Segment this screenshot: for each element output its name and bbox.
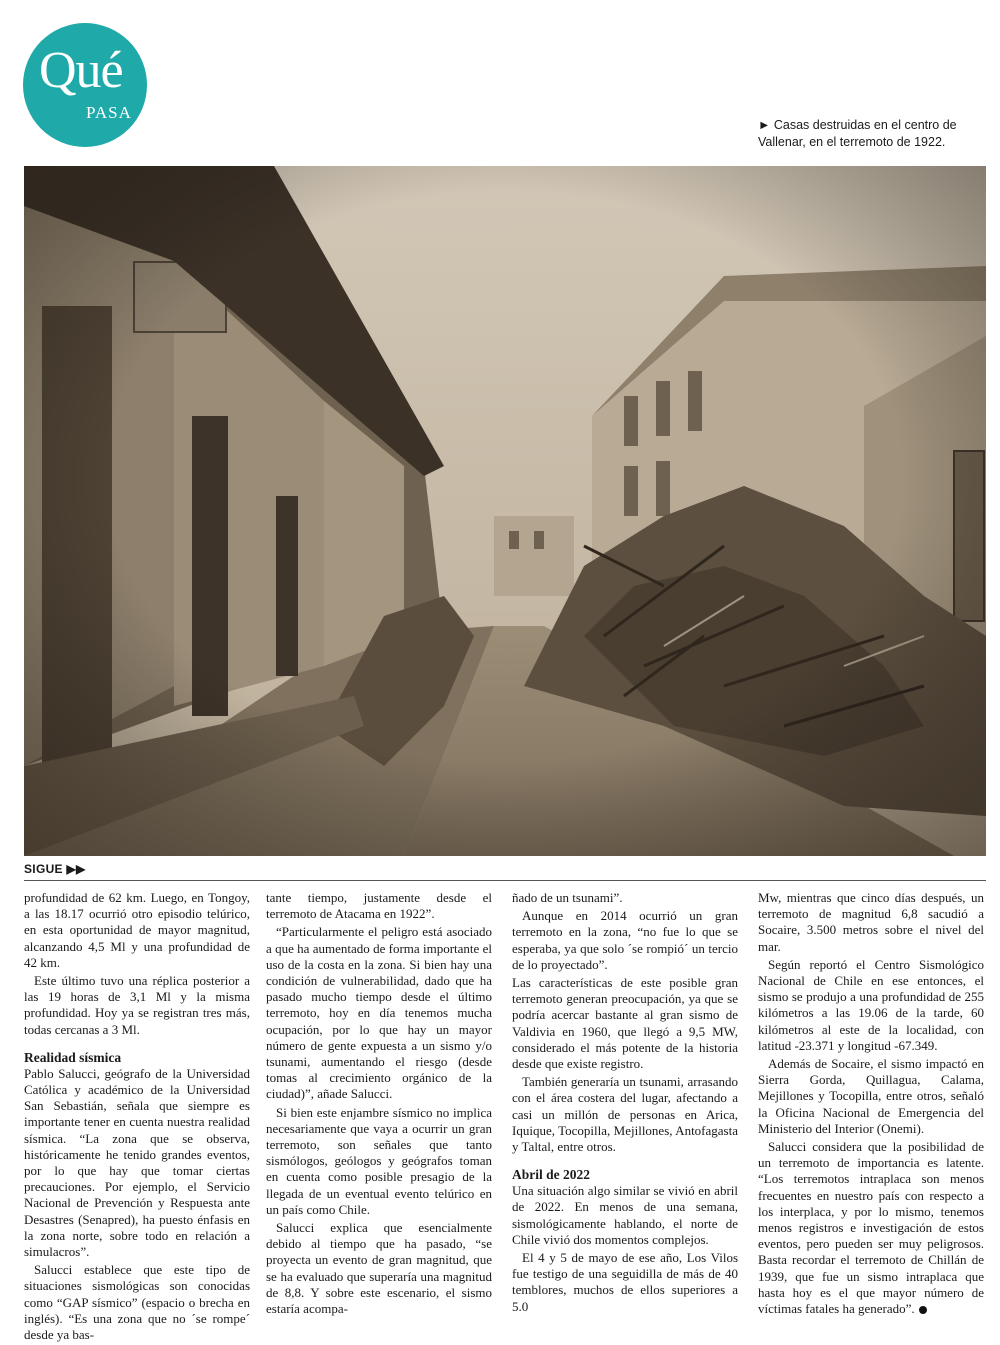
article-column-3 [512,890,738,1317]
paragraph: “Particularmente el peligro está asociado a que ha aumentado de forma importante el uso de la costa en la zona. Si bien hay una condición de vulnerabilidad, dado que ha pasado mucho tiempo desde el último terremoto, hoy en día tenemos mucha ocupación, por lo que hay un mayor número de gente expuesta a un sismo y/o tsunami, aumentando el riesgo (desde tomas al crecimiento orgánico de la ciudad)”, añade Salucci. [266,924,492,1102]
caption-text: Casas destruidas en el centro de Vallenar, en el terremoto de 1922. [758,118,957,149]
article-column-1 [24,890,250,1345]
paragraph: Aunque en 2014 ocurrió un gran terremoto en la zona, “no fue lo que se esperaba, ya que solo ´se rompió´ un tercio de lo proyectado”. [512,908,738,972]
paragraph: Salucci explica que esencialmente debido al tiempo que ha pasado, “se proyecta un evento de gran magnitud, que se ha evaluado que superaría una magnitud de 8,8. Y sobre este escenario, el sismo estaría acompa- [266,1220,492,1317]
que-pasa-logo [23,23,147,147]
paragraph: Mw, mientras que cinco días después, un terremoto de magnitud 6,8 sacudió a Socaire, 3.500 metros sobre el nivel del mar. [758,890,984,954]
section-heading: Abril de 2022 [512,1167,591,1183]
earthquake-photo [24,166,986,856]
article-column-4 [758,890,984,1319]
paragraph: También generaría un tsunami, arrasando con el área costera del lugar, afectando a casi un millón de personas en Arica, Iquique, Tocopilla, Mejillones, Antofagasta y Taltal, entre otros. [512,1074,738,1155]
paragraph: Las características de este posible gran terremoto generan preocupación, ya que se podría acercar bastante al gran sismo de Valdivia en 1960, que llegó a 9,5 MW, considerado el más potente de la historia desde que existe registro. [512,975,738,1072]
caption-arrow-icon: ► [758,118,771,132]
paragraph: Salucci establece que este tipo de situaciones sismológicas son conocidas como “GAP sísmico” (espacio o brecha en inglés). “Es una zona que no ´se rompe´ desde ya bas- [24,1262,250,1343]
logo-main-text: Qué [39,42,123,99]
paragraph: Además de Socaire, el sismo impactó en Sierra Gorda, Quillagua, Calama, Mejillones y Tocopilla, entre otros, señaló la Oficina Nacional de Emergencia del Ministerio del Interior (Onemi). [758,1056,984,1136]
continue-marker: SIGUE ▶▶ [24,862,86,876]
photo-caption [758,117,958,151]
article-column-2 [266,890,492,1319]
paragraph: Si bien este enjambre sísmico no implica necesariamente que vaya a ocurrir un gran terremoto, son señales que tanto sismólogos, geólogos y geógrafos toman en cuenta como posible presagio de la llegada de un eventual evento telúrico en un país como Chile. [266,1104,492,1217]
paragraph: Una situación algo similar se vivió en abril de 2022. En menos de una semana, sismológicamente hablando, el norte de Chile vivió dos momentos complejos. [512,1183,738,1247]
section-heading: Realidad sísmica [24,1049,122,1065]
paragraph: Este último tuvo una réplica posterior a las 19 horas de 3,1 Ml y la misma profundidad. Hoy ya se registran tres más, todas cercanas a 3 Ml. [24,973,250,1037]
paragraph: tante tiempo, justamente desde el terremoto de Atacama en 1922”. [266,890,492,922]
paragraph: Según reportó el Centro Sismológico Nacional de Chile en ese entonces, el sismo se produjo a una profundidad de 255 kilómetros a las 19.06 de la tarde, 60 kilómetros al este de la localidad, con latitud -23.371 y longitud -67.349. [758,956,984,1053]
paragraph: Pablo Salucci, geógrafo de la Universidad Católica y académico de la Universidad San Sebastián, señala que siempre es importante tener en cuenta nuestra realidad sísmica. “La zona que se observa, históricamente he tenido grandes eventos, por lo que hay que tomar ciertas precauciones. Por ejemplo, el Servicio Nacional de Prevención y Respuesta ante Desastres (Senapred), ha puesto énfasis en la zona norte, sobre todo en relación a simulacros”. [24,1065,250,1260]
end-of-article-icon [919,1306,927,1314]
divider [24,880,986,881]
paragraph-text: Salucci considera que la posibilidad de un terremoto de importancia es latente. “Los terremotos intraplaca son menos frecuentes en nuestro país con respecto a los interplaca, y por lo mismo, tenemos menos registros e investigación de estos eventos, pero pueden ser muy peligrosos. Basta recordar el terremoto de Chillán de 1939, que fue un sismo intraplaca que hasta hoy es el que mayor número de víctimas fatales ha generado”. [758,1139,984,1317]
paragraph: profundidad de 62 km. Luego, en Tongoy, a las 18.17 ocurrió otro episodio telúrico, en esta oportunidad de mayor magnitud, alcanzando 4,5 Ml y una profundidad de 42 km. [24,890,250,970]
photo-illustration [24,166,986,856]
paragraph: ñado de un tsunami”. [512,890,623,905]
paragraph: El 4 y 5 de mayo de ese año, Los Vilos fue testigo de una seguidilla de más de 40 temblores, muchos de ellos superiores a 5.0 [512,1250,738,1314]
logo-sub-text: PASA [86,103,132,122]
paragraph [758,1139,984,1317]
